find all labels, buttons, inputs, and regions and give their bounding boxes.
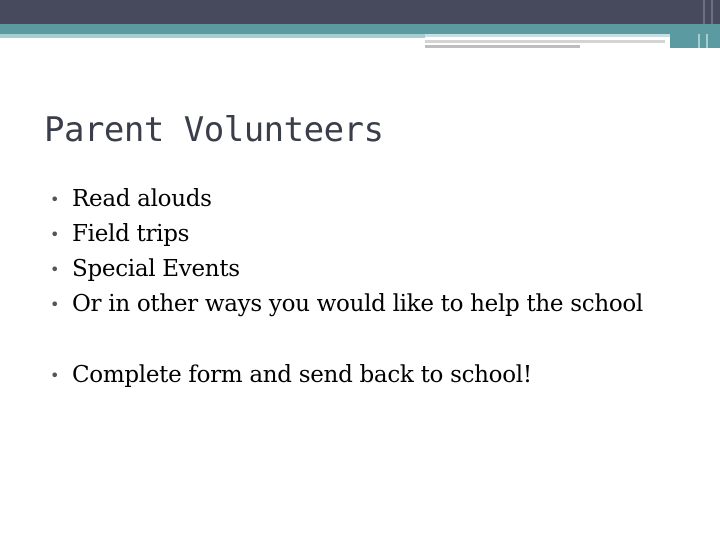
bullet-item [50,252,650,287]
header-accent-line [425,45,580,48]
bullet-item [50,217,650,252]
header-bar-dark [0,0,697,24]
bullet-list [50,182,650,393]
bullet-text: Read alouds [72,186,212,212]
bullet-icon: • [50,260,60,279]
bullet-text: Or in other ways you would like to help the school [72,291,643,317]
header-bar-teal [0,24,720,34]
header-bar-right-block [670,34,720,48]
bullet-item [50,182,650,217]
header-bar-stripe [711,0,713,24]
bullet-item [50,287,650,322]
header-bar-dark-right [697,0,720,24]
header-accent-line [425,40,665,43]
header-bar-stripe [706,34,708,48]
bullet-icon: • [50,190,60,209]
bullet-icon: • [50,225,60,244]
header-bar-stripe [703,0,705,24]
bullet-text: Special Events [72,256,240,282]
bullet-icon: • [50,366,60,385]
bullet-icon: • [50,295,60,314]
header-bar-stripe [698,34,700,48]
header-bar-teal-light [0,34,425,38]
bullet-text: Field trips [72,221,190,247]
slide-title: Parent Volunteers [44,110,384,150]
bullet-text: Complete form and send back to school! [72,362,532,388]
header-accent-line [425,34,670,37]
bullet-item [50,358,650,393]
